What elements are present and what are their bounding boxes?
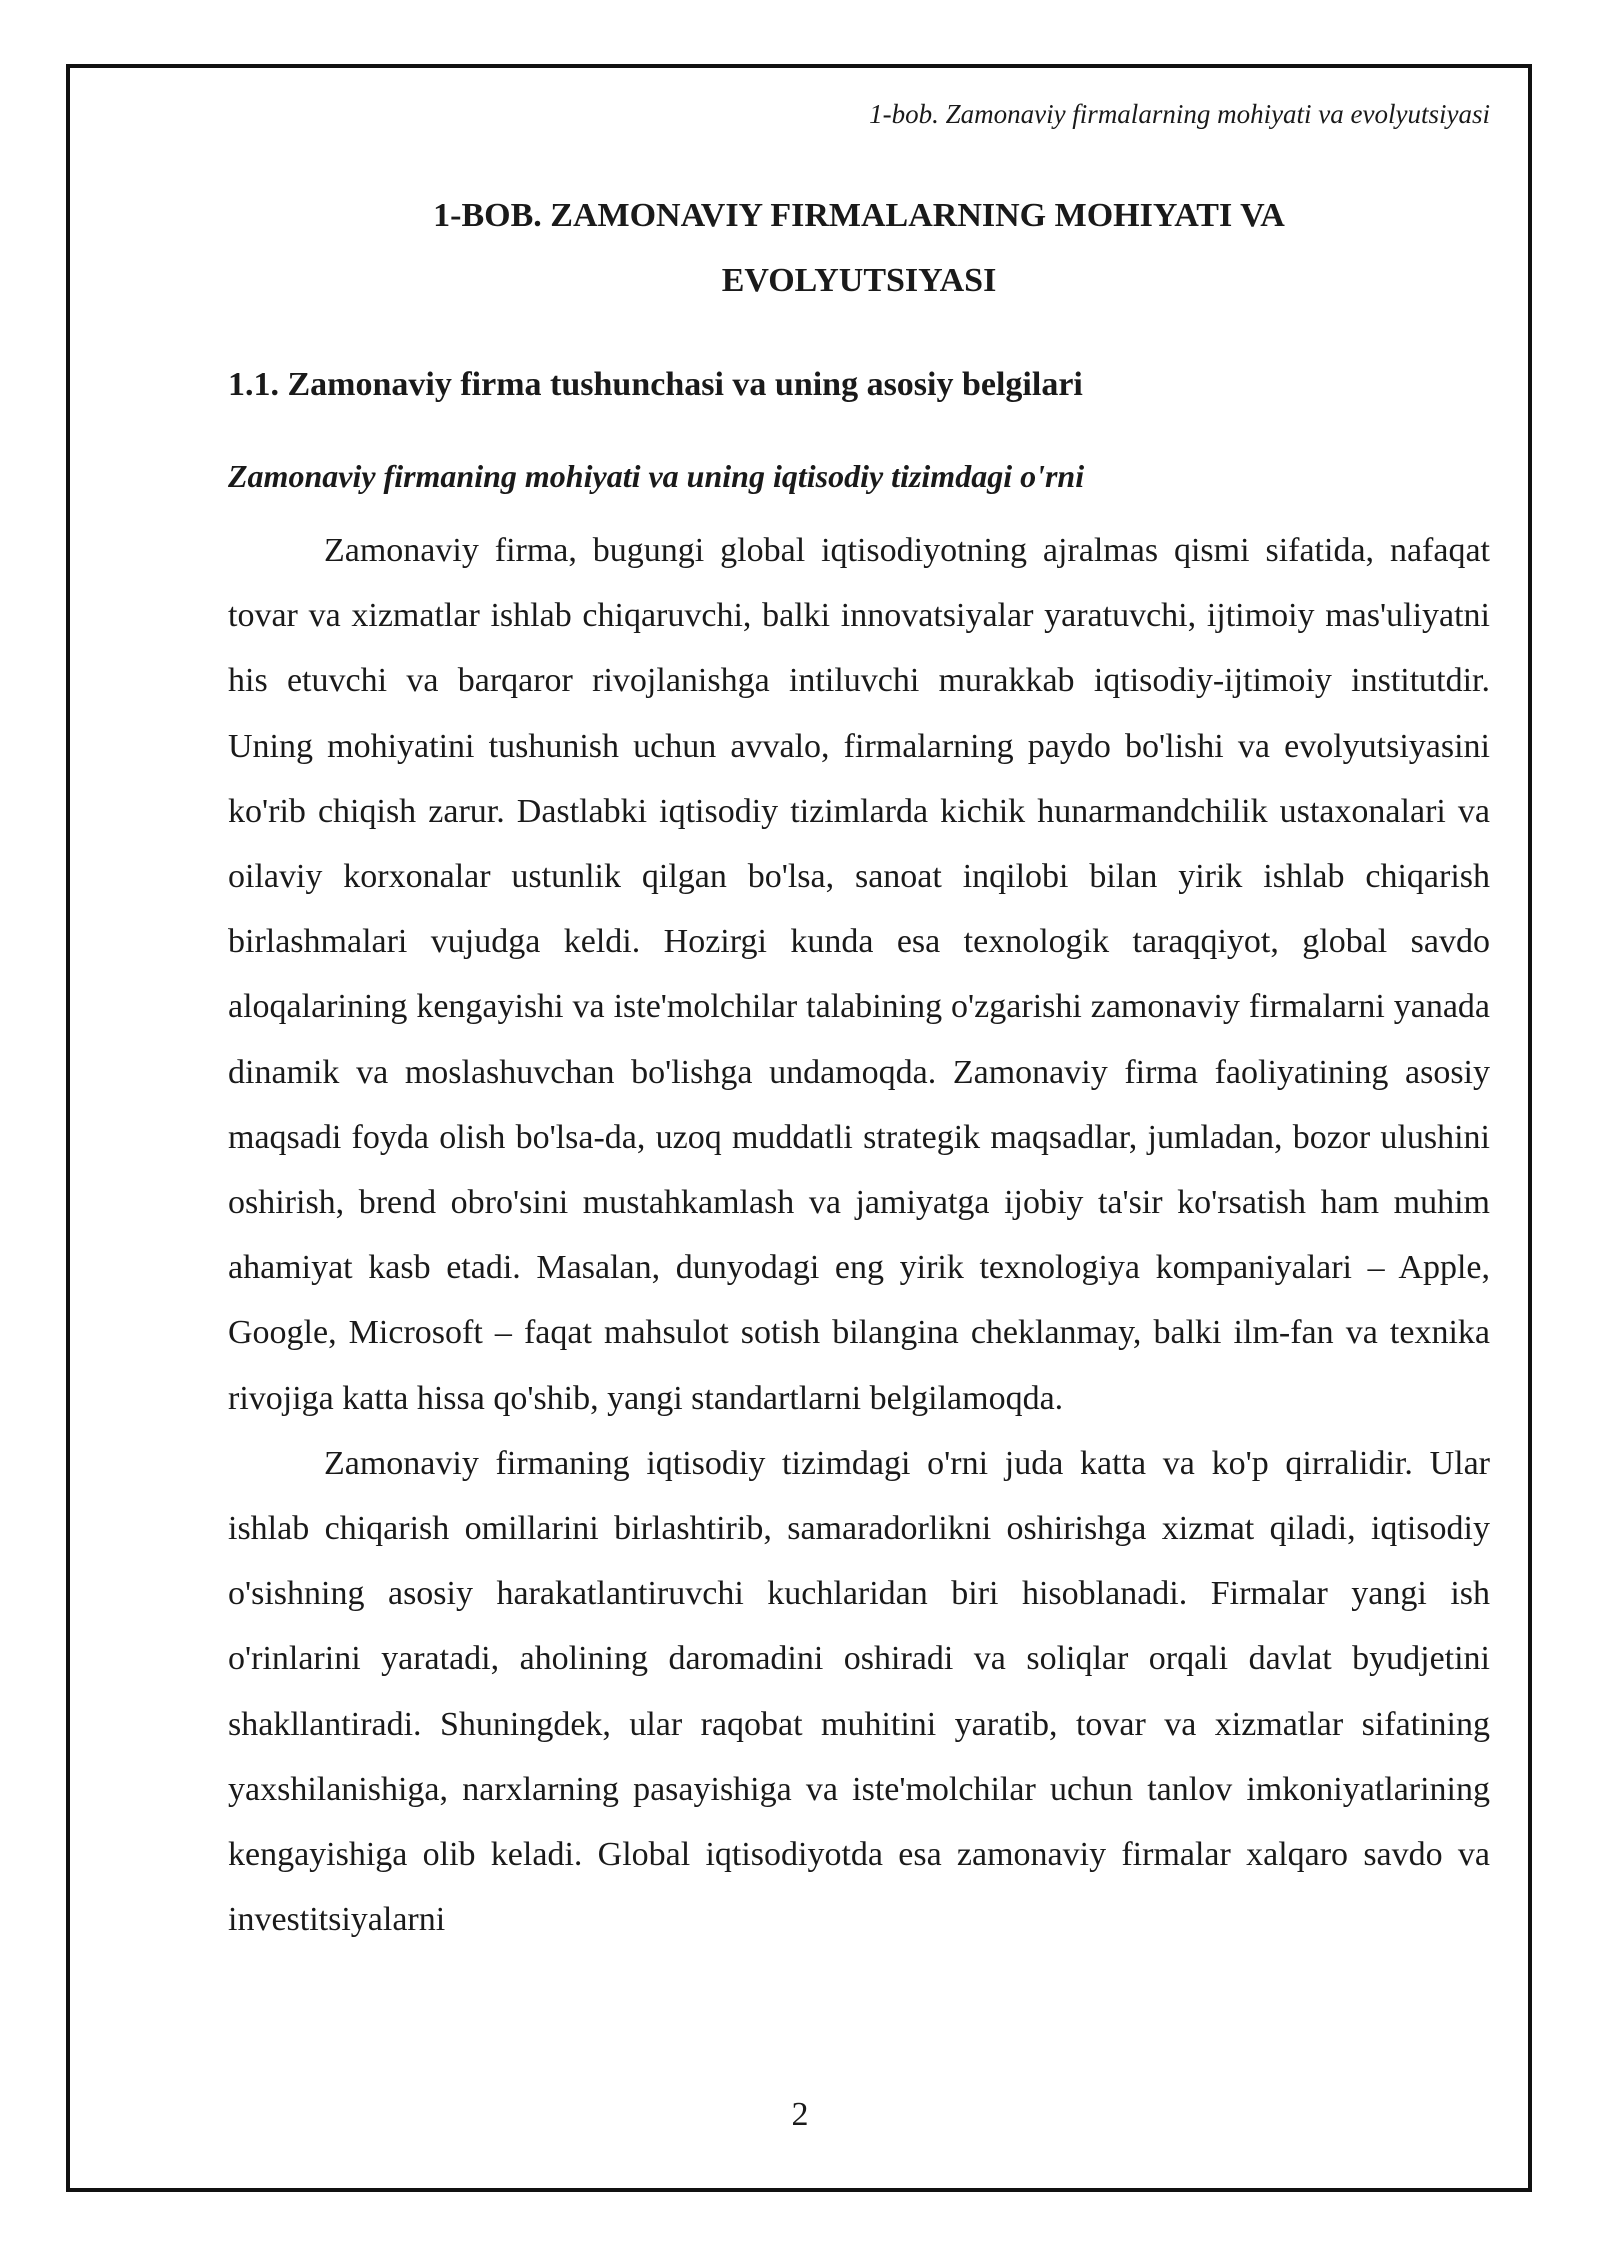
chapter-title-line-2: EVOLYUTSIYASI	[721, 262, 997, 299]
subsection-title: Zamonaviy firmaning mohiyati va uning iqtisodiy tizimdagi o'rni	[228, 458, 1085, 494]
running-header: 1-bob. Zamonaviy firmalarning mohiyati va evolyutsiyasi	[869, 99, 1490, 129]
chapter-title-line-1: 1-BOB. ZAMONAVIY FIRMALARNING MOHIYATI VA	[433, 197, 1285, 234]
paragraph: Zamonaviy firma, bugungi global iqtisodiyotning ajralmas qismi sifatida, nafaqat tovar va xizmatlar ishlab chiqaruvchi, balki innovatsiyalar yaratuvchi, ijtimoiy mas'uliyatni his etuvchi va barqaror rivojlanishga intiluvchi murakkab iqtisodiy-ijtimoiy institutdir. Uning mohiyatini tushunish uchun avvalo, firmalarning paydo bo'lishi va evolyutsiyasini ko'rib chiqish zarur. Dastlabki iqtisodiy tizimlarda kichik hunarmandchilik ustaxonalari va oilaviy korxonalar ustunlik qilgan bo'lsa, sanoat inqilobi bilan yirik ishlab chiqarish birlashmalari vujudga keldi. Hozirgi kunda esa texnologik taraqqiyot, global savdo aloqalarining kengayishi va iste'molchilar talabining o'zgarishi zamonaviy firmalarni yanada dinamik va moslashuvchan bo'lishga undamoqda. Zamonaviy firma faoliyatining asosiy maqsadi foyda olish bo'lsa-da, uzoq muddatli strategik maqsadlar, jumladan, bozor ulushini oshirish, brend obro'sini mustahkamlash va jamiyatga ijobiy ta'sir ko'rsatish ham muhim ahamiyat kasb etadi. Masalan, dunyodagi eng yirik texnologiya kompaniyalari – Apple, Google, Microsoft – faqat mahsulot sotish bilangina cheklanmay, balki ilm-fan va texnika rivojiga katta hissa qo'shib, yangi standartlarni belgilamoqda.	[228, 532, 1490, 1417]
paragraph: Zamonaviy firmaning iqtisodiy tizimdagi o'rni juda katta va ko'p qirralidir. Ular ishlab chiqarish omillarini birlashtirib, samaradorlikni oshirishga xizmat qiladi, iqtisodiy o'sishning asosiy harakatlantiruvchi kuchlaridan biri hisoblanadi. Firmalar yangi ish o'rinlarini yaratadi, aholining daromadini oshiradi va soliqlar orqali davlat byudjetini shakllantiradi. Shuningdek, ular raqobat muhitini yaratib, tovar va xizmatlar sifatining yaxshilanishiga, narxlarning pasayishiga va iste'molchilar uchun tanlov imkoniyatlarining kengayishiga olib keladi. Global iqtisodiyotda esa zamonaviy firmalar xalqaro savdo va investitsiyalarni	[228, 1444, 1490, 1939]
body-text	[228, 518, 1490, 1952]
chapter-title	[228, 183, 1490, 313]
page-number: 2	[791, 2096, 809, 2133]
section-title: 1.1. Zamonaviy firma tushunchasi va uning asosiy belgilari	[228, 366, 1083, 403]
